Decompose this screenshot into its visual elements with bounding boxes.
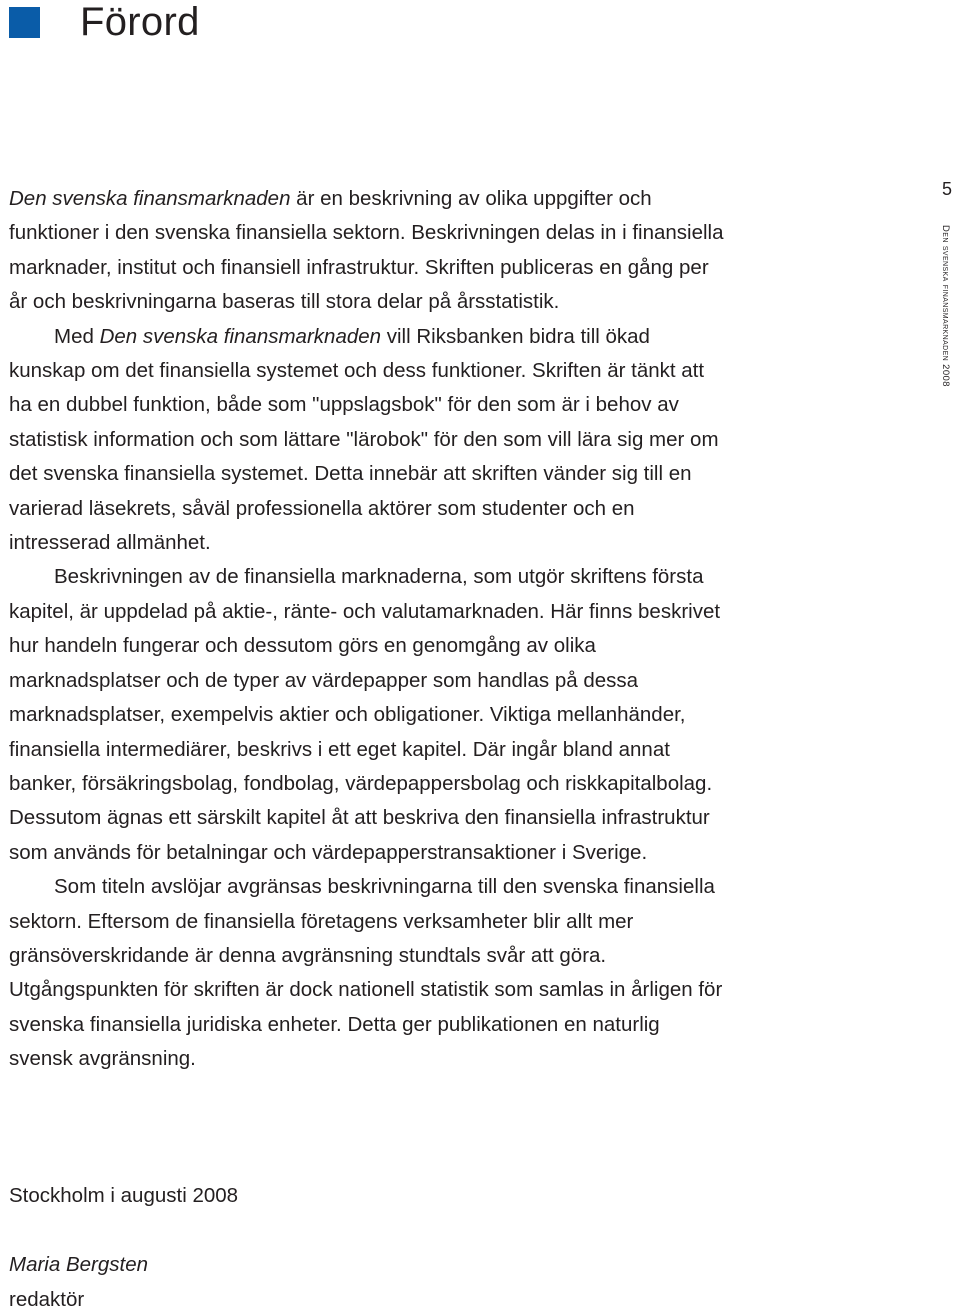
- paragraph-1: [9, 182, 729, 320]
- signer-name: Maria Bergsten: [9, 1253, 149, 1276]
- signoff-place-date: Stockholm i augusti 2008: [9, 1184, 239, 1207]
- paragraph-text: är en beskrivning av olika uppgifter och funktioner i den svenska finansiella sektorn. Beskrivningen delas in i finansiella marknader, institut och finansiell infrastruktur. Skriften publiceras en gång per år och beskrivningarna baseras till stora delar på årsstatistik.: [9, 187, 724, 314]
- publication-title-italic: Den svenska finansmarknaden: [9, 187, 291, 210]
- paragraph-3: Beskrivningen av de finansiella marknaderna, som utgör skriftens första kapitel, är uppdelad på aktie-, ränte- och valutamarknaden. Här finns beskrivet hur handeln fungerar och dessutom görs en genomgång av olika marknadsplatser och de typer av värdepapper som handlas på dessa marknadsplatser, exempelvis aktier och obligationer. Viktiga mellanhänder, finansiella intermediärer, beskrivs i ett eget kapitel. Där ingår bland annat banker, försäkringsbolag, fondbolag, värdepappersbolag och riskkapitalbolag. Dessutom ägnas ett särskilt kapitel åt att beskriva den finansiella infrastruktur som används för betalningar och värdepapperstransaktioner i Sverige.: [9, 565, 721, 864]
- publication-title-italic: Den svenska finansmarknaden: [99, 324, 382, 348]
- paragraph-4: Som titeln avslöjar avgränsas beskrivningarna till den svenska finansiella sektorn. Eftersom de finansiella företagens verksamheter blir allt mer gränsöverskridande är denna avgränsning stundtals svår att göra. Utgångspunkten för skriften är dock nationell statistik som samlas in årligen för svenska finansiella juridiska enheter. Detta ger publikationen en naturlig svensk avgränsning.: [9, 875, 723, 1071]
- running-header: Den svenska finansmarknaden 2008: [940, 225, 951, 387]
- heading-square-icon: [9, 7, 40, 38]
- page-title: Förord: [80, 0, 200, 44]
- paragraph-text: vill Riksbanken bidra till ökad kunskap om det finansiella systemet och dess funktioner. Skriften är tänkt att ha en dubbel funktion, både som "uppslagsbok" för den som är i behov av statistisk information och som lättare "lärobok" för den som vill lära sig mer om det svenska finansiella systemet. Detta innebär att skriften vänder sig till en varierad läsekrets, såväl professionella aktörer som studenter och en intresserad allmänhet.: [9, 324, 719, 555]
- paragraph-text: Med: [54, 324, 100, 348]
- page-number: 5: [942, 179, 953, 199]
- signer-role: redaktör: [9, 1288, 85, 1311]
- paragraph-2: [9, 320, 729, 561]
- body-text: [9, 182, 729, 1077]
- chapter-heading: [9, 0, 200, 44]
